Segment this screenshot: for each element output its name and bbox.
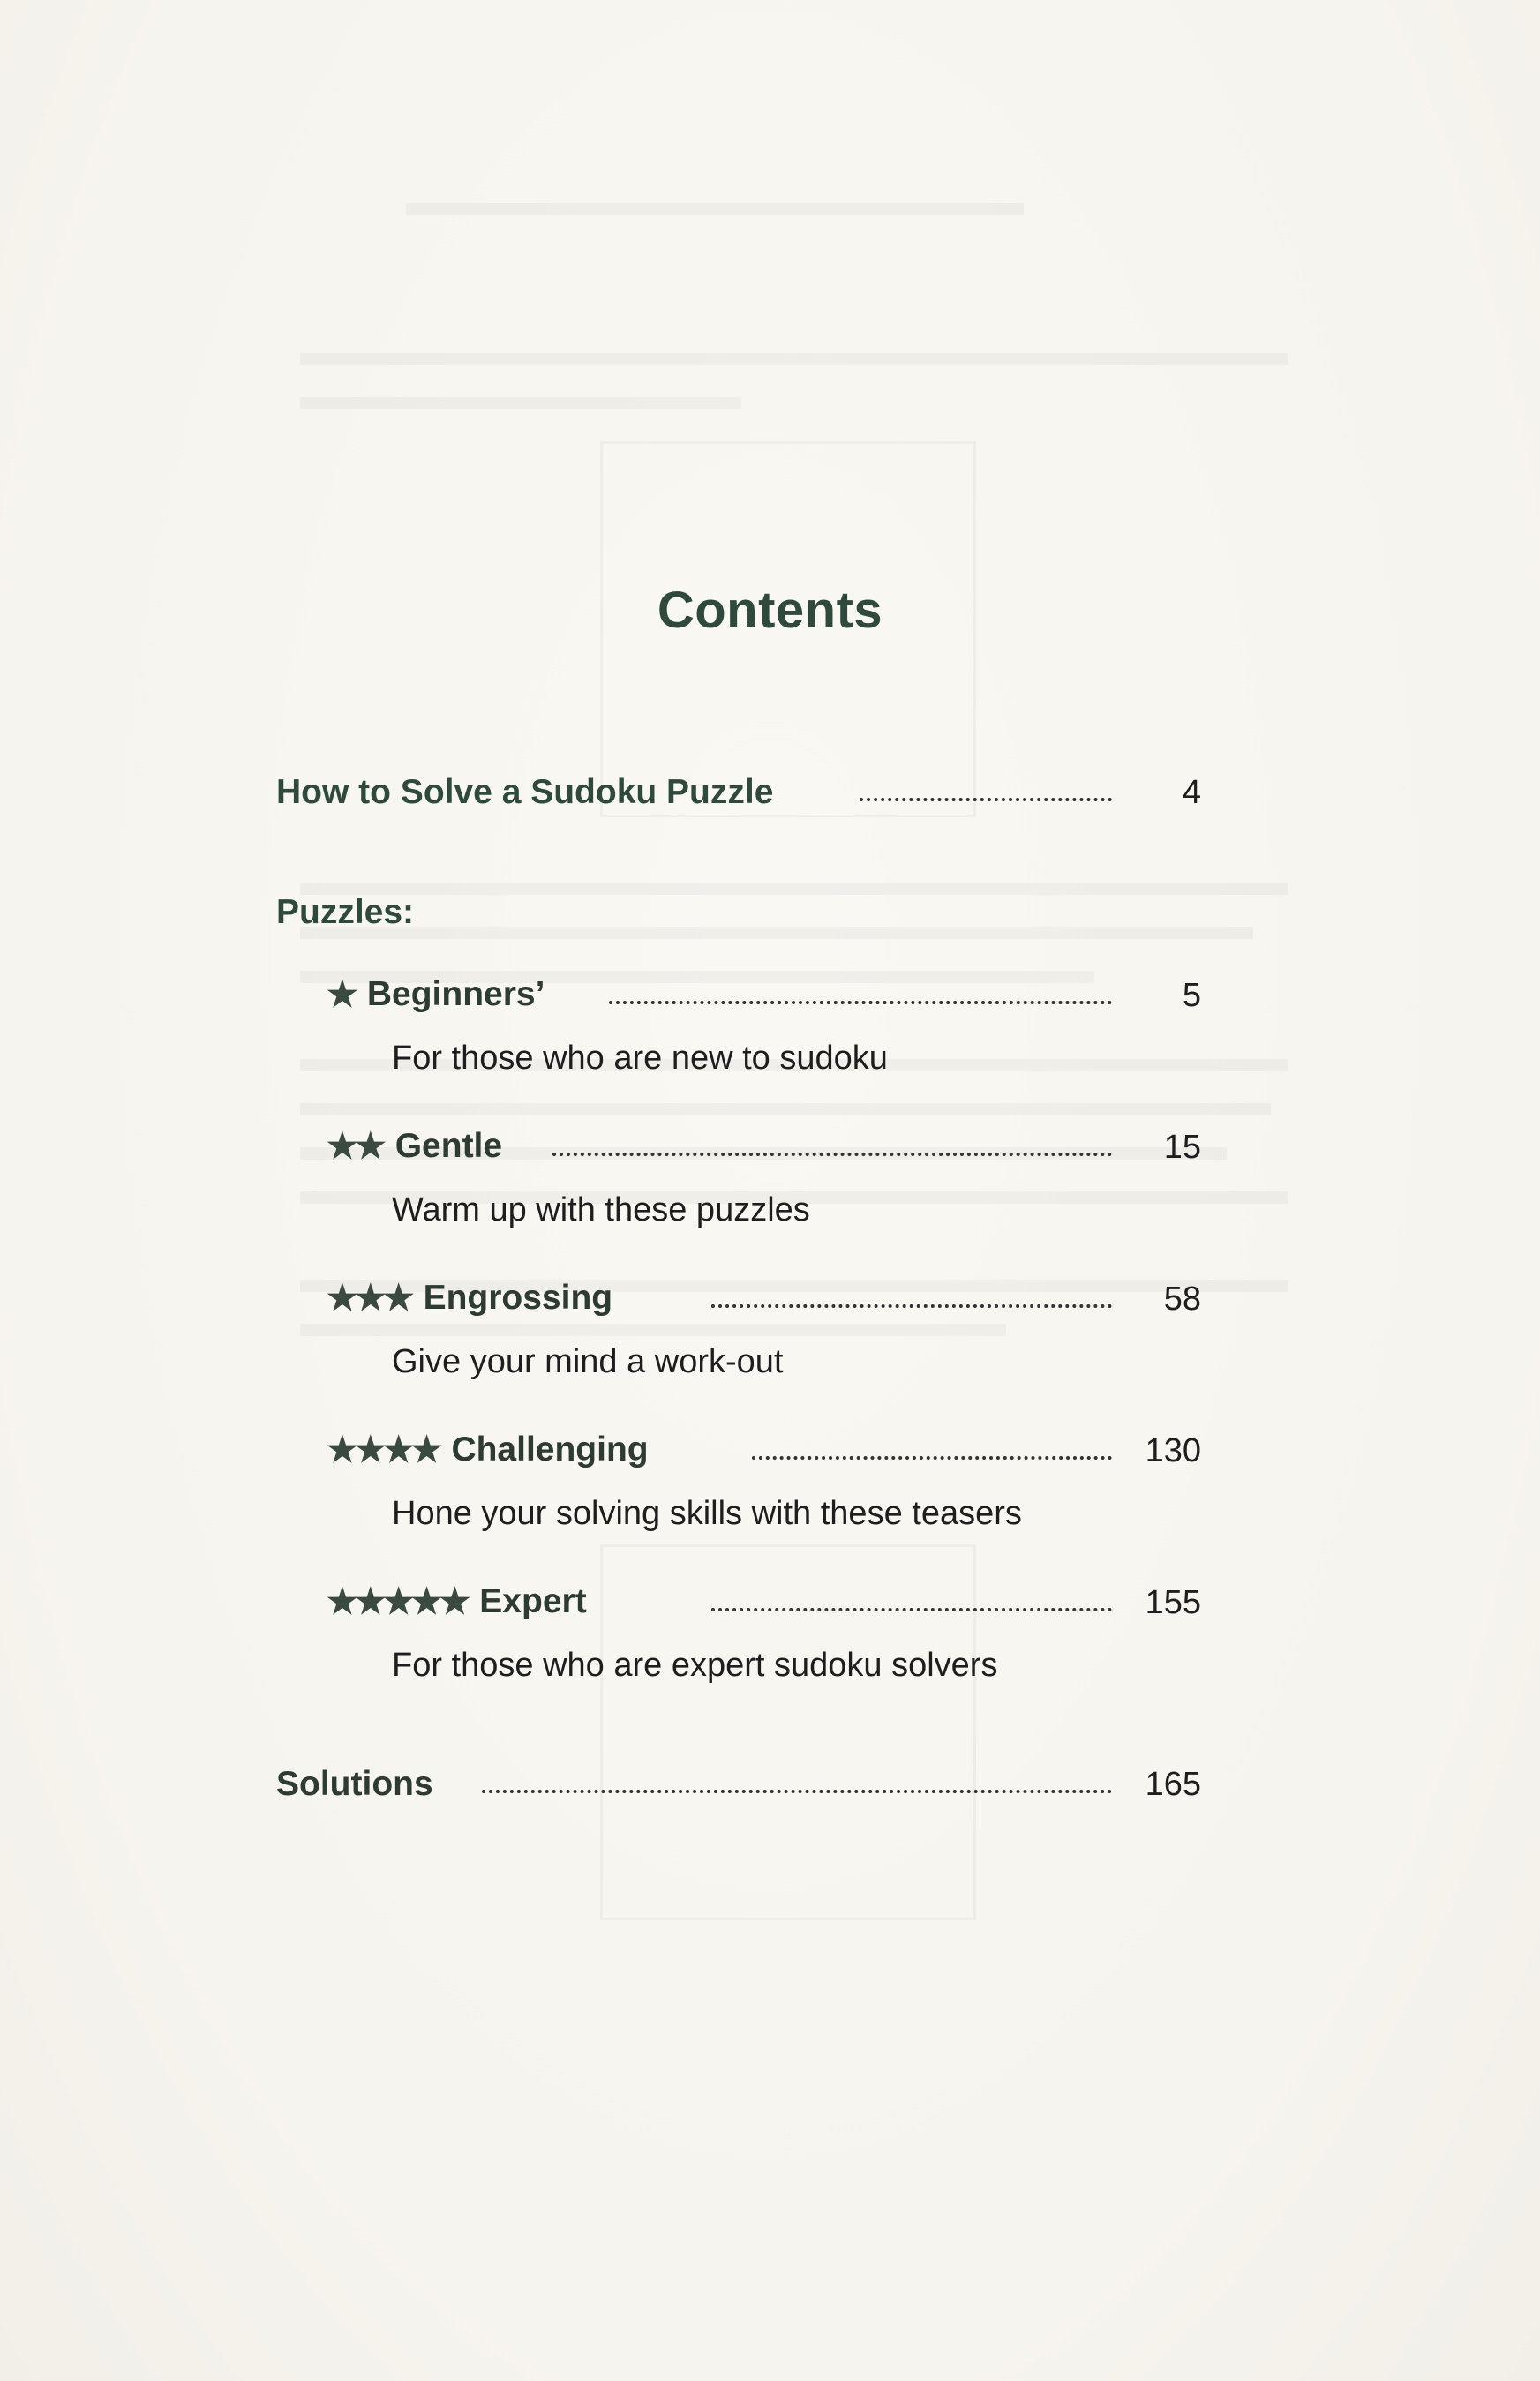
star-rating-icon: ★★: [327, 1127, 383, 1166]
toc-section-puzzles: [0, 883, 1540, 944]
dot-leader: [752, 1456, 1112, 1460]
toc-entry-how-to-solve: [0, 762, 1540, 824]
toc-entry-page: 130: [1145, 1432, 1201, 1469]
page-title: Contents: [657, 582, 883, 639]
toc-entry-title: Beginners’: [366, 975, 545, 1013]
bleed-through-background: [300, 177, 1306, 2030]
toc-entry-engrossing: [0, 1269, 1540, 1331]
toc-entry-description: Warm up with these puzzles: [392, 1191, 810, 1228]
toc-entry-page: 165: [1145, 1766, 1201, 1803]
toc-entry-description: Hone your solving skills with these teasers: [392, 1495, 1022, 1532]
section-heading: Puzzles:: [276, 893, 415, 931]
star-rating-icon: ★★★★★: [327, 1582, 468, 1621]
toc-entry-title: Challenging: [451, 1431, 649, 1468]
toc-entry-page: 5: [1182, 977, 1201, 1014]
star-rating-icon: ★: [327, 975, 355, 1014]
toc-entry-challenging: [0, 1421, 1540, 1483]
toc-entry-label: Solutions: [276, 1765, 433, 1803]
toc-entry-label: [327, 974, 545, 1015]
toc-entry-label: [327, 1581, 587, 1622]
toc-entry-page: 155: [1145, 1584, 1201, 1621]
dot-leader: [711, 1304, 1112, 1308]
star-rating-icon: ★★★★: [327, 1431, 439, 1469]
toc-entry-title: Engrossing: [423, 1279, 613, 1317]
dot-leader: [609, 1001, 1112, 1004]
toc-entry-label: [327, 1430, 649, 1470]
toc-entry-label: [327, 1278, 612, 1318]
dot-leader: [482, 1790, 1112, 1793]
toc-entry-page: 15: [1163, 1129, 1201, 1166]
toc-entry-gentle: [0, 1117, 1540, 1179]
toc-entry-description: For those who are new to sudoku: [392, 1040, 888, 1077]
toc-entry-page: 58: [1163, 1281, 1201, 1318]
dot-leader: [860, 798, 1112, 801]
toc-entry-expert: [0, 1573, 1540, 1634]
star-rating-icon: ★★★: [327, 1279, 411, 1318]
toc-entry-description: For those who are expert sudoku solvers: [392, 1647, 998, 1684]
toc-entry-description: Give your mind a work-out: [392, 1343, 784, 1380]
toc-entry-solutions: [0, 1754, 1540, 1816]
toc-entry-title: Expert: [479, 1582, 587, 1620]
toc-entry-title: Gentle: [394, 1127, 503, 1165]
dot-leader: [552, 1153, 1112, 1156]
toc-entry-beginners: [0, 965, 1540, 1027]
toc-entry-page: 4: [1182, 774, 1201, 811]
toc-entry-label: How to Solve a Sudoku Puzzle: [276, 773, 774, 811]
toc-entry-label: [327, 1126, 502, 1167]
dot-leader: [711, 1608, 1112, 1611]
